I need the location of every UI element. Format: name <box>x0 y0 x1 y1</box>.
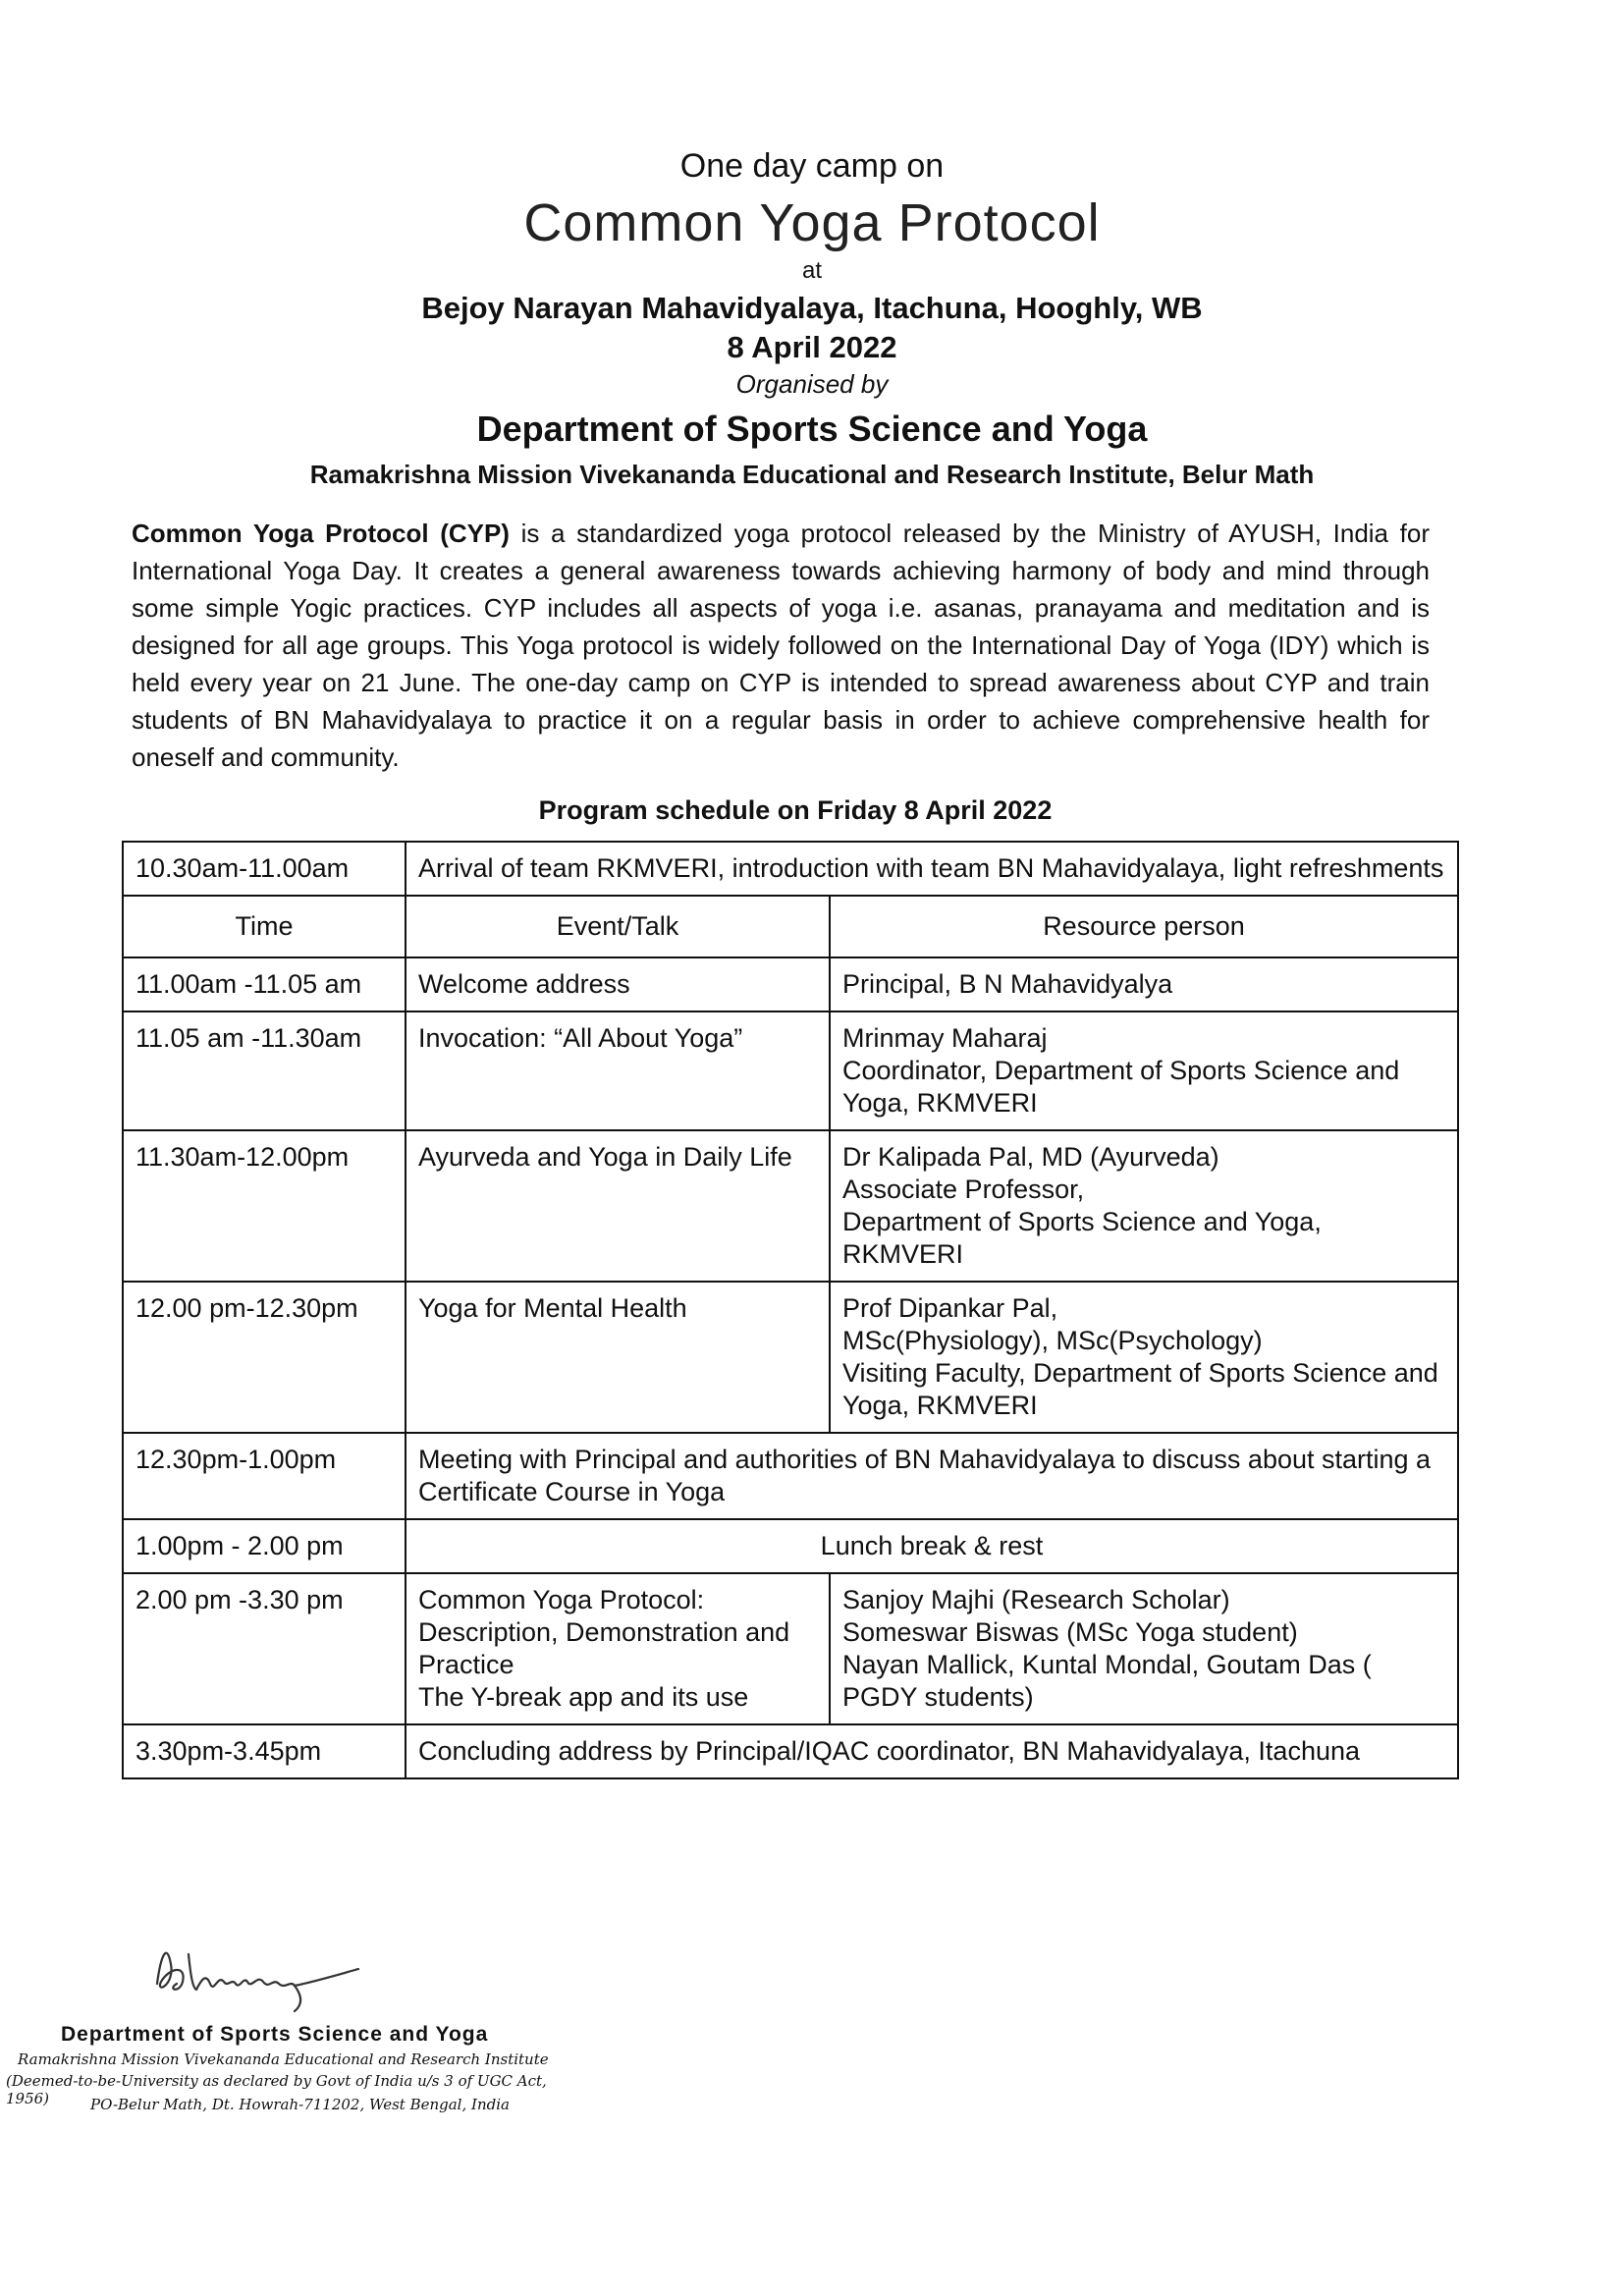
stamp-line: PO-Belur Math, Dt. Howrah-711202, West Bengal, India <box>90 2096 510 2113</box>
page-title: Common Yoga Protocol <box>523 193 1101 252</box>
signature <box>147 1925 383 2023</box>
institute-name: Ramakrishna Mission Vivekananda Educational and Research Institute, Belur Math <box>309 460 1315 489</box>
intro-body: is a standardized yoga protocol released by the Ministry of AYUSH, India for International Yoga Day. It creates a general awareness towards achieving harmony of body and mind through some simple Yogic practices. CYP includes all aspects of yoga i.e. asanas, pranayama and meditation and is designed for all age groups. This Yoga protocol is widely followed on the International Day of Yoga (IDY) which is held every year on 21 June. The one-day camp on CYP is intended to spread awareness about CYP and train students of BN Mahavidyalaya to practice it on a regular basis in order to achieve comprehensive health for oneself and community. <box>132 519 1430 772</box>
table-row <box>123 1282 1458 1433</box>
event-cell: Ayurveda and Yoga in Daily Life <box>406 1130 830 1282</box>
camp-subtitle: One day camp on <box>679 147 945 185</box>
table-row <box>123 1011 1458 1130</box>
event-cell: Invocation: “All About Yoga” <box>406 1011 830 1130</box>
table-row <box>123 1573 1458 1724</box>
table-row <box>123 1519 1458 1573</box>
header-time: Time <box>123 896 406 957</box>
table-row <box>123 957 1458 1011</box>
intro-paragraph <box>132 515 1430 776</box>
person-line: MSc(Physiology), MSc(Psychology) <box>842 1326 1263 1355</box>
person-line: Prof Dipankar Pal, <box>842 1293 1058 1323</box>
person-line: Dr Kalipada Pal, MD (Ayurveda) <box>842 1142 1219 1172</box>
venue: Bejoy Narayan Mahavidyalaya, Itachuna, Hooghly, WB <box>421 291 1203 325</box>
time-cell: 3.30pm-3.45pm <box>123 1724 406 1778</box>
time-cell: 2.00 pm -3.30 pm <box>123 1573 406 1724</box>
intro-lead: Common Yoga Protocol (CYP) <box>132 519 510 548</box>
person-line: Coordinator, Department of Sports Science and Yoga, RKMVERI <box>842 1056 1400 1118</box>
event-cell: Yoga for Mental Health <box>406 1282 830 1433</box>
schedule-table <box>122 841 1459 1779</box>
event-cell: Lunch break & rest <box>406 1519 1458 1573</box>
person-line: Mrinmay Maharaj <box>842 1023 1048 1053</box>
table-header-row <box>123 896 1458 957</box>
table-row <box>123 842 1458 896</box>
table-row <box>123 1724 1458 1778</box>
person-cell <box>830 957 1458 1011</box>
stamp-line: (Deemed-to-be-University as declared by Govt of India u/s 3 of UGC Act, 1956) <box>6 2072 547 2107</box>
stamp-line: Department of Sports Science and Yoga <box>61 2023 489 2046</box>
event-cell: Concluding address by Principal/IQAC coordinator, BN Mahavidyalaya, Itachuna <box>406 1724 1458 1778</box>
event-cell: Arrival of team RKMVERI, introduction with team BN Mahavidyalaya, light refreshments <box>406 842 1458 896</box>
person-line: Department of Sports Science and Yoga, RKMVERI <box>842 1207 1322 1269</box>
time-cell: 10.30am-11.00am <box>123 842 406 896</box>
person-cell <box>830 1573 1458 1724</box>
stamp-line: Ramakrishna Mission Vivekananda Educational and Research Institute <box>18 2050 549 2068</box>
event-cell <box>406 1573 830 1724</box>
event-date: 8 April 2022 <box>727 330 897 364</box>
event-cell: Welcome address <box>406 957 830 1011</box>
header-event: Event/Talk <box>406 896 830 957</box>
event-line: Common Yoga Protocol: Description, Demonstration and Practice <box>418 1585 790 1679</box>
event-cell: Meeting with Principal and authorities of BN Mahavidyalaya to discuss about starting a Certificate Course in Yoga <box>406 1433 1458 1519</box>
person-line: Sanjoy Majhi (Research Scholar) <box>842 1585 1230 1614</box>
person-line: Visiting Faculty, Department of Sports Science and Yoga, RKMVERI <box>842 1358 1438 1420</box>
schedule-title: Program schedule on Friday 8 April 2022 <box>538 795 1053 825</box>
person-line: Nayan Mallick, Kuntal Mondal, Goutam Das ( PGDY students) <box>842 1650 1372 1712</box>
person-line: Someswar Biswas (MSc Yoga student) <box>842 1617 1298 1647</box>
time-cell: 12.30pm-1.00pm <box>123 1433 406 1519</box>
person-line: Principal, B N Mahavidyalya <box>842 969 1173 999</box>
time-cell: 11.30am-12.00pm <box>123 1130 406 1282</box>
department-name: Department of Sports Science and Yoga <box>476 409 1148 449</box>
person-cell <box>830 1130 1458 1282</box>
at-label: at <box>801 257 822 284</box>
event-line: The Y-break app and its use <box>418 1682 749 1712</box>
time-cell: 1.00pm - 2.00 pm <box>123 1519 406 1573</box>
person-cell <box>830 1282 1458 1433</box>
person-line: Associate Professor, <box>842 1175 1085 1204</box>
time-cell: 11.00am -11.05 am <box>123 957 406 1011</box>
person-cell <box>830 1011 1458 1130</box>
table-row <box>123 1130 1458 1282</box>
time-cell: 11.05 am -11.30am <box>123 1011 406 1130</box>
organised-by-label: Organised by <box>735 369 889 399</box>
table-row <box>123 1433 1458 1519</box>
time-cell: 12.00 pm-12.30pm <box>123 1282 406 1433</box>
header-person: Resource person <box>830 896 1458 957</box>
